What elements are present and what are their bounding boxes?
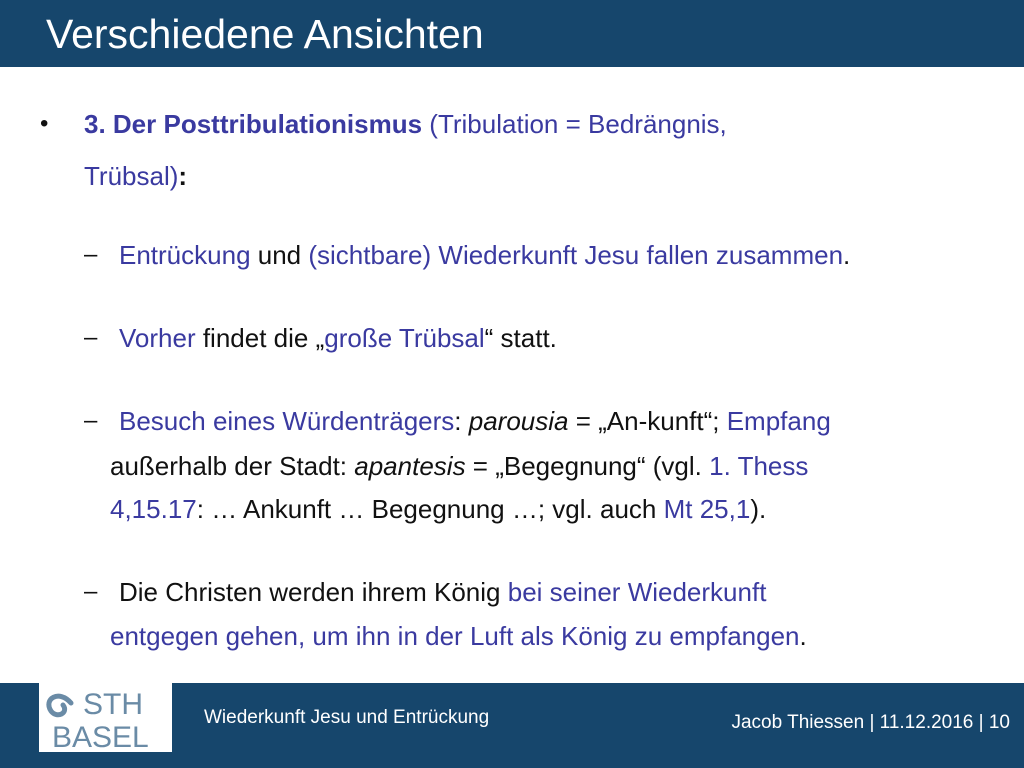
- logo-svg: [39, 683, 172, 752]
- sub-item-2: [119, 322, 557, 354]
- sub-item-3-l3a: 4,15.17: [110, 494, 197, 524]
- sub-item-2-c: große Trübsal: [324, 323, 485, 353]
- main-point-line-1: [84, 108, 727, 140]
- sth-basel-logo: [39, 683, 172, 752]
- main-point-line2-text: Trübsal): [84, 161, 179, 191]
- sub-item-3-l1a: Besuch eines Würdenträgers: [119, 406, 455, 436]
- sub-item-3-l3d: ).: [750, 494, 767, 524]
- sub-item-3-line-3: [110, 493, 766, 525]
- sub-item-2-b: findet die „: [195, 323, 325, 353]
- main-point-colon: :: [178, 161, 188, 191]
- dash-marker-2: –: [84, 324, 98, 351]
- sub-item-4-l1a: Die Christen werden ihrem König: [119, 577, 508, 607]
- sub-item-1-a: Entrückung: [119, 240, 251, 270]
- main-point-paren: (Tribulation = Bedrängnis,: [422, 109, 727, 139]
- sub-item-3-line-1: [119, 405, 831, 437]
- main-point-heading: 3. Der Posttribulationismus: [84, 109, 423, 139]
- sub-item-1-d: .: [843, 240, 851, 270]
- sub-item-2-a: Vorher: [119, 323, 196, 353]
- sub-item-2-d: “ statt.: [484, 323, 557, 353]
- sub-item-3-l1b: :: [454, 406, 469, 436]
- sub-item-4-line-2: [110, 620, 807, 652]
- logo-top-text: STH: [83, 688, 143, 721]
- dash-marker-1: –: [84, 241, 98, 268]
- sub-item-4-l2b: .: [799, 621, 807, 651]
- sub-item-1: [119, 239, 850, 271]
- dash-marker-4: –: [84, 578, 98, 605]
- sub-item-3-l2d: 1. Thess: [709, 451, 809, 481]
- sub-item-3-l3c: Mt 25,1: [663, 494, 751, 524]
- sub-item-4-line-1: [119, 576, 766, 608]
- footer-author-date-page: Jacob Thiessen | 11.12.2016 | 10: [731, 712, 1010, 733]
- sub-item-3-l1e: Empfang: [726, 406, 831, 436]
- sub-item-1-c: (sichtbare) Wiederkunft Jesu fallen zusammen: [308, 240, 844, 270]
- footer-topic: Wiederkunft Jesu und Entrückung: [204, 707, 490, 728]
- logo-bottom-text: BASEL: [52, 721, 149, 752]
- sub-item-3-l2a: außerhalb der Stadt:: [110, 451, 355, 481]
- sub-item-4-l2a: entgegen gehen, um ihn in der Luft als König zu empfangen: [110, 621, 800, 651]
- dash-marker-3: –: [84, 407, 98, 434]
- sub-item-3-l1c: parousia: [468, 406, 569, 436]
- sub-item-3-l3b: : … Ankunft … Begegnung …; vgl. auch: [196, 494, 664, 524]
- main-point-line-2: [84, 160, 187, 192]
- sub-item-3-l2b: apantesis: [354, 451, 466, 481]
- bullet-point: •: [40, 110, 49, 137]
- logo-swirl-icon: [49, 696, 71, 715]
- slide-title: Verschiedene Ansichten: [46, 11, 484, 57]
- sub-item-1-b: und: [250, 240, 309, 270]
- sub-item-4-l1b: bei seiner Wiederkunft: [507, 577, 767, 607]
- sub-item-3-l1d: = „An-kunft“;: [568, 406, 727, 436]
- sub-item-3-line-2: [110, 450, 808, 482]
- sub-item-3-l2c: = „Begegnung“ (vgl.: [465, 451, 710, 481]
